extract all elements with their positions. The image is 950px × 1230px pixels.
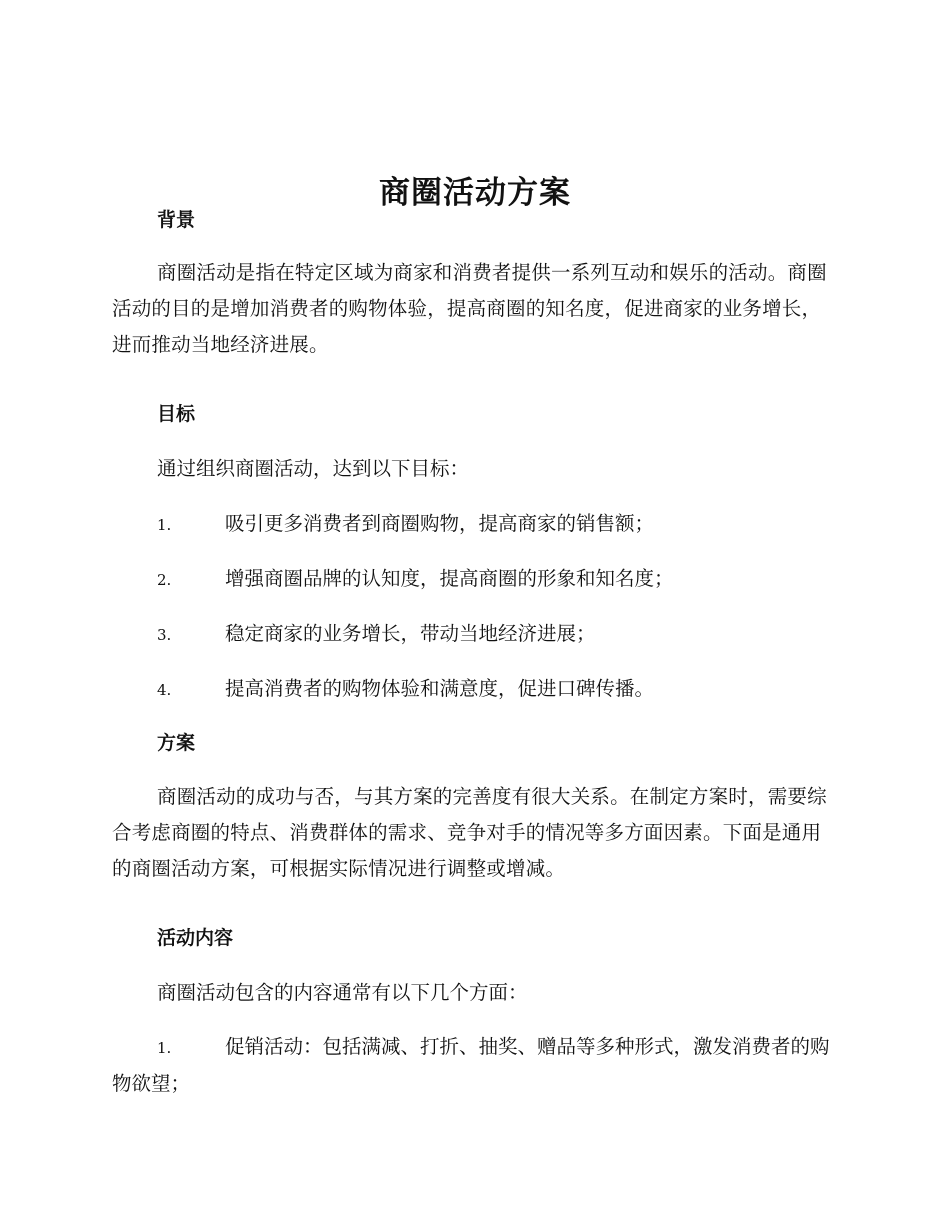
content-intro: 商圈活动包含的内容通常有以下几个方面： — [157, 981, 528, 1004]
plan-paragraph: 商圈活动的成功与否，与其方案的完善度有很大关系。在制定方案时，需要综合考虑商圈的特点、消费群体的需求、竞争对手的情况等多方面因素。下面是通用的商圈活动方案，可根据实际情况进行调整或增减。 — [112, 785, 827, 880]
list-item-text: 增强商圈品牌的认知度，提高商圈的形象和知名度； — [225, 567, 674, 590]
goal-list-item — [157, 565, 674, 594]
list-item-text: 稳定商家的业务增长，带动当地经济进展； — [225, 622, 596, 645]
goal-list-item — [157, 620, 596, 649]
content-list-item — [112, 1029, 836, 1102]
list-number: 4. — [157, 681, 172, 699]
section-heading-goals: 目标 — [157, 403, 196, 425]
list-item-text: 吸引更多消费者到商圈购物，提高商家的销售额； — [225, 512, 655, 535]
list-number: 3. — [157, 626, 172, 644]
list-number: 1. — [157, 516, 172, 534]
document-title: 商圈活动方案 — [379, 174, 571, 211]
goal-list-item — [157, 675, 654, 704]
section-heading-plan: 方案 — [157, 732, 196, 754]
list-item-text: 提高消费者的购物体验和满意度，促进口碑传播。 — [225, 677, 655, 700]
section-heading-content: 活动内容 — [157, 927, 234, 949]
list-item-text: 促销活动：包括满减、打折、抽奖、赠品等多种形式，激发消费者的购物欲望； — [112, 1035, 830, 1095]
section-heading-background: 背景 — [157, 209, 196, 231]
goals-intro: 通过组织商圈活动，达到以下目标： — [157, 457, 470, 480]
list-number: 2. — [157, 571, 172, 589]
goal-list-item — [157, 510, 654, 539]
list-number: 1. — [157, 1039, 172, 1057]
background-paragraph: 商圈活动是指在特定区域为商家和消费者提供一系列互动和娱乐的活动。商圈活动的目的是增加消费者的购物体验，提高商圈的知名度，促进商家的业务增长，进而推动当地经济进展。 — [112, 261, 827, 356]
